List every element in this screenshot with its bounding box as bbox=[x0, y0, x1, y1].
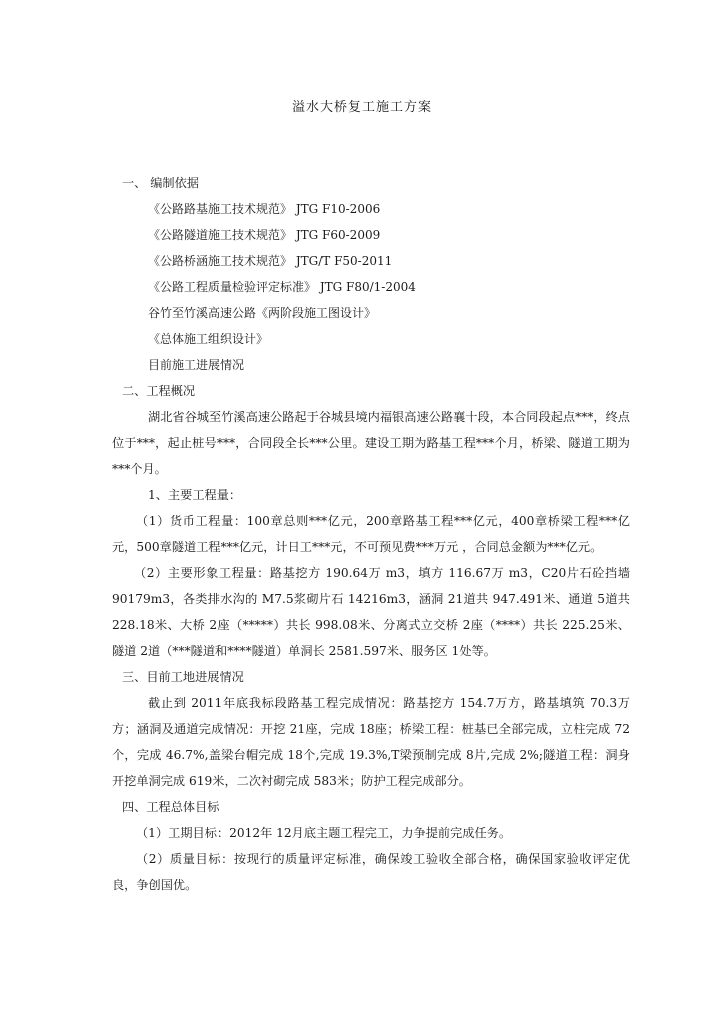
reference-item: 《公路桥涵施工技术规范》 JTG/T F50-2011 bbox=[148, 254, 393, 268]
monetary-quantities-paragraph: （1）货币工程量：100章总则***亿元，200章路基工程***亿元，400章桥梁工程***亿元，500章隧道工程***亿元，计日工***元，不可预见费***万元 ，合同总金额为***亿元。 bbox=[112, 514, 630, 554]
section-heading-goals: 四、工程总体目标 bbox=[122, 800, 220, 814]
document-body bbox=[112, 170, 630, 898]
physical-quantities-paragraph: （2）主要形象工程量：路基挖方 190.64万 m3，填方 116.67万 m3，C20片石砼挡墙 90179m3，各类排水沟的 M7.5浆砌片石 14216m3，涵洞 21道共 947.491米、通道 5道共 228.18米、大桥 2座（*****）共长 998.08米、分离式立交桥 2座（****）共长 225.25米、隧道 2道（***隧道和****隧道）单洞长 2581.597米、服务区 1处等。 bbox=[112, 566, 630, 658]
reference-item: 《公路工程质量检验评定标准》 JTG F80/1-2004 bbox=[148, 280, 416, 294]
section-heading-progress: 三、目前工地进展情况 bbox=[122, 670, 244, 684]
overview-paragraph: 湖北省谷城至竹溪高速公路起于谷城县境内福银高速公路襄十段，本合同段起点***，终点位于***，起止桩号***，合同段全长***公里。建设工期为路基工程***个月，桥梁、隧道工期为***个月。 bbox=[112, 410, 630, 476]
reference-item: 《公路路基施工技术规范》 JTG F10-2006 bbox=[148, 202, 381, 216]
document-title: 溢水大桥复工施工方案 bbox=[291, 100, 432, 115]
quantities-subheading: 1、主要工程量： bbox=[148, 488, 242, 502]
reference-item: 《公路隧道施工技术规范》 JTG F60-2009 bbox=[148, 228, 381, 242]
section-heading-overview: 二、工程概况 bbox=[122, 384, 196, 398]
section-heading-basis: 一、 编制依据 bbox=[122, 176, 199, 190]
quality-goal-paragraph: （2）质量目标：按现行的质量评定标准，确保竣工验收全部合格，确保国家验收评定优良，争创国优。 bbox=[112, 852, 630, 892]
schedule-goal-paragraph: （1）工期目标：2012年 12月底主题工程完工，力争提前完成任务。 bbox=[136, 826, 512, 840]
reference-item: 谷竹至竹溪高速公路《两阶段施工图设计》 bbox=[148, 306, 377, 320]
reference-item: 《总体施工组织设计》 bbox=[148, 332, 269, 346]
progress-paragraph: 截止到 2011年底我标段路基工程完成情况：路基挖方 154.7万方，路基填筑 70.3万方；涵洞及通道完成情况：开挖 21座，完成 18座；桥梁工程：桩基已全部完成，立柱完成 72个，完成 46.7%,盖梁台帽完成 18个,完成 19.3%,T梁预制完成 8片,完成 2%;隧道工程：洞身开挖单洞完成 619米，二次衬砌完成 583米；防护工程完成部分。 bbox=[112, 696, 630, 788]
reference-item: 目前施工进展情况 bbox=[148, 358, 245, 372]
